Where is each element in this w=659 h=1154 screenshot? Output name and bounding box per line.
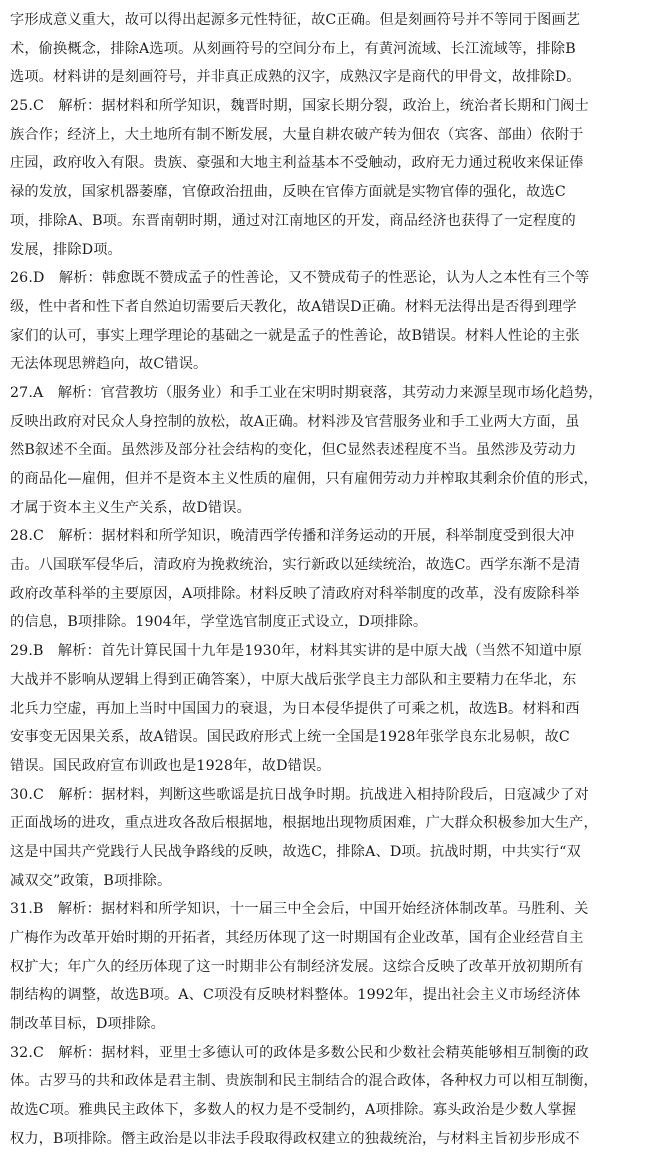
text-line: 反映出政府对民众人身控制的放松，故A正确。材料涉及官营服务业和手工业两大方面，虽 xyxy=(10,413,580,430)
text-line: 安事变无因果关系，故A错误。国民政府形式上统一全国是1928年张学良东北易帜，故C xyxy=(10,729,570,746)
answer-30-line: 30.C 解析：据材料，判断这些歌谣是抗日战争时期。抗战进入相持阶段后，日寇减少了对 xyxy=(10,786,589,803)
text-line: 北兵力空虚，再加上当时中国国力的衰退，为日本侵华提供了可乘之机，故选B。材料和西 xyxy=(10,700,580,717)
text-line: 体。古罗马的共和政体是君主制、贵族制和民主制结合的混合政体，各种权力可以相互制衡， xyxy=(10,1073,598,1090)
text-line: 大战并不影响从逻辑上得到正确答案），中原大战后张学良主力部队和主要精力在华北，东 xyxy=(10,671,577,688)
text-line: 项，排除A、B项。东晋南朝时期，通过对江南地区的开发，商品经济也获得了一定程度的 xyxy=(10,212,576,229)
answer-27-line: 27.A 解析：官营教坊（服务业）和手工业在宋明时期衰落，其劳动力来源呈现市场化趋势， xyxy=(10,384,603,401)
text-line: 的商品化—雇佣，但并不是资本主义性质的雇佣，只有雇佣劳动力并榨取其剩余价值的形式， xyxy=(10,471,598,487)
text-line: 权扩大；年广久的经历体现了这一时期非公有制经济发展。这综合反映了改革开放初期所有 xyxy=(10,958,584,975)
text-line: 术，偷换概念，排除A选项。从刻画符号的空间分布上，有黄河流域、长江流域等，排除B xyxy=(10,40,576,57)
text-line: 广梅作为改革开始时期的开拓者，其经历体现了这一时期国有企业改革，国有企业经营自主 xyxy=(10,930,584,946)
text-line: 错误。国民政府宣布训政也是1928年，故D错误。 xyxy=(10,757,331,774)
answer-32-line: 32.C 解析：据材料，亚里士多德认可的政体是多数公民和少数社会精英能够相互制衡的政 xyxy=(10,1044,589,1061)
answer-26-line: 26.D 解析：韩愈既不赞成孟子的性善论，又不赞成荀子的性恶论，认为人之本性有三个等 xyxy=(10,270,590,287)
text-line: 字形成意义重大，故可以得出起源多元性特征，故C正确。但是刻画符号并不等同于图画艺 xyxy=(10,12,581,28)
text-line: 正面战场的进攻，重点进攻各敌后根据地，根据地出现物质困难，广大群众积极参加大生产， xyxy=(10,815,598,832)
text-line: 级，性中者和性下者自然迫切需要后天教化，故A错误D正确。材料无法得出是否得到理学 xyxy=(10,298,577,315)
text-line: 击。八国联军侵华后，清政府为挽救统治，实行新政以延续统治，故选C。西学东渐不是清 xyxy=(10,557,581,574)
text-line: 家们的认可，事实上理学理论的基础之一就是孟子的性善论，故B错误。材料人性论的主张 xyxy=(10,327,580,344)
text-line: 选项。材料讲的是刻画符号，并非真正成熟的汉字，成熟汉字是商代的甲骨文，故排除D。 xyxy=(10,69,581,86)
text-line: 这是中国共产党践行人民战争路线的反映，故选C，排除A、D项。抗战时期，中共实行“双 xyxy=(10,843,581,860)
text-line: 故选C项。雅典民主政体下，多数人的权力是不受制约，A项排除。寡头政治是少数人掌握 xyxy=(10,1102,577,1119)
text-line: 才属于资本主义生产关系，故D错误。 xyxy=(10,499,251,516)
text-line: 无法体现思辨趋向，故C错误。 xyxy=(10,356,208,373)
answer-25-line: 25.C 解析：据材料和所学知识，魏晋时期，国家长期分裂，政治上，统治者长期和门阀士 xyxy=(10,98,589,115)
text-line: 禄的发放，国家机器萎靡，官僚政治扭曲，反映在官俸方面就是实物官俸的强化，故选C xyxy=(10,184,566,201)
answer-29-line: 29.B 解析：首先计算民国十九年是1930年，材料其实讲的是中原大战（当然不知道中原 xyxy=(10,643,583,660)
text-line: 权力，B项排除。僭主政治是以非法手段取得政权建立的独裁统治，与材料主旨初步形成不 xyxy=(10,1130,580,1147)
text-line: 发展，排除D项。 xyxy=(10,241,122,258)
text-line: 制改革目标，D项排除。 xyxy=(10,1016,165,1033)
text-line: 减双交”政策，B项排除。 xyxy=(10,872,172,889)
text-line: 的信息，B项排除。1904年，学堂选官制度正式设立，D项排除。 xyxy=(10,614,428,631)
text-line: 政府改革科举的主要原因，A项排除。材料反映了清政府对科举制度的改革，没有废除科举 xyxy=(10,585,580,602)
text-line: 然B叙述不全面。虽然涉及部分社会结构的变化，但C显然表述程度不当。虽然涉及劳动力 xyxy=(10,442,577,459)
text-line: 制结构的调整，故选B项。A、C项没有反映材料整体。1992年，提出社会主义市场经济体 xyxy=(10,987,581,1004)
answer-31-line: 31.B 解析：据材料和所学知识，十一届三中全会后，中国开始经济体制改革。马胜利、关 xyxy=(10,901,589,918)
text-line: 庄园，政府收入有限。贵族、豪强和大地主利益基本不受触动，政府无力通过税收来保证俸 xyxy=(10,155,584,172)
text-line: 族合作；经济上，大土地所有制不断发展，大量自耕农破产转为佃农（宾客、部曲）依附于 xyxy=(10,126,584,143)
answer-28-line: 28.C 解析：据材料和所学知识，晚清西学传播和洋务运动的开展，科举制度受到很大冲 xyxy=(10,528,575,545)
